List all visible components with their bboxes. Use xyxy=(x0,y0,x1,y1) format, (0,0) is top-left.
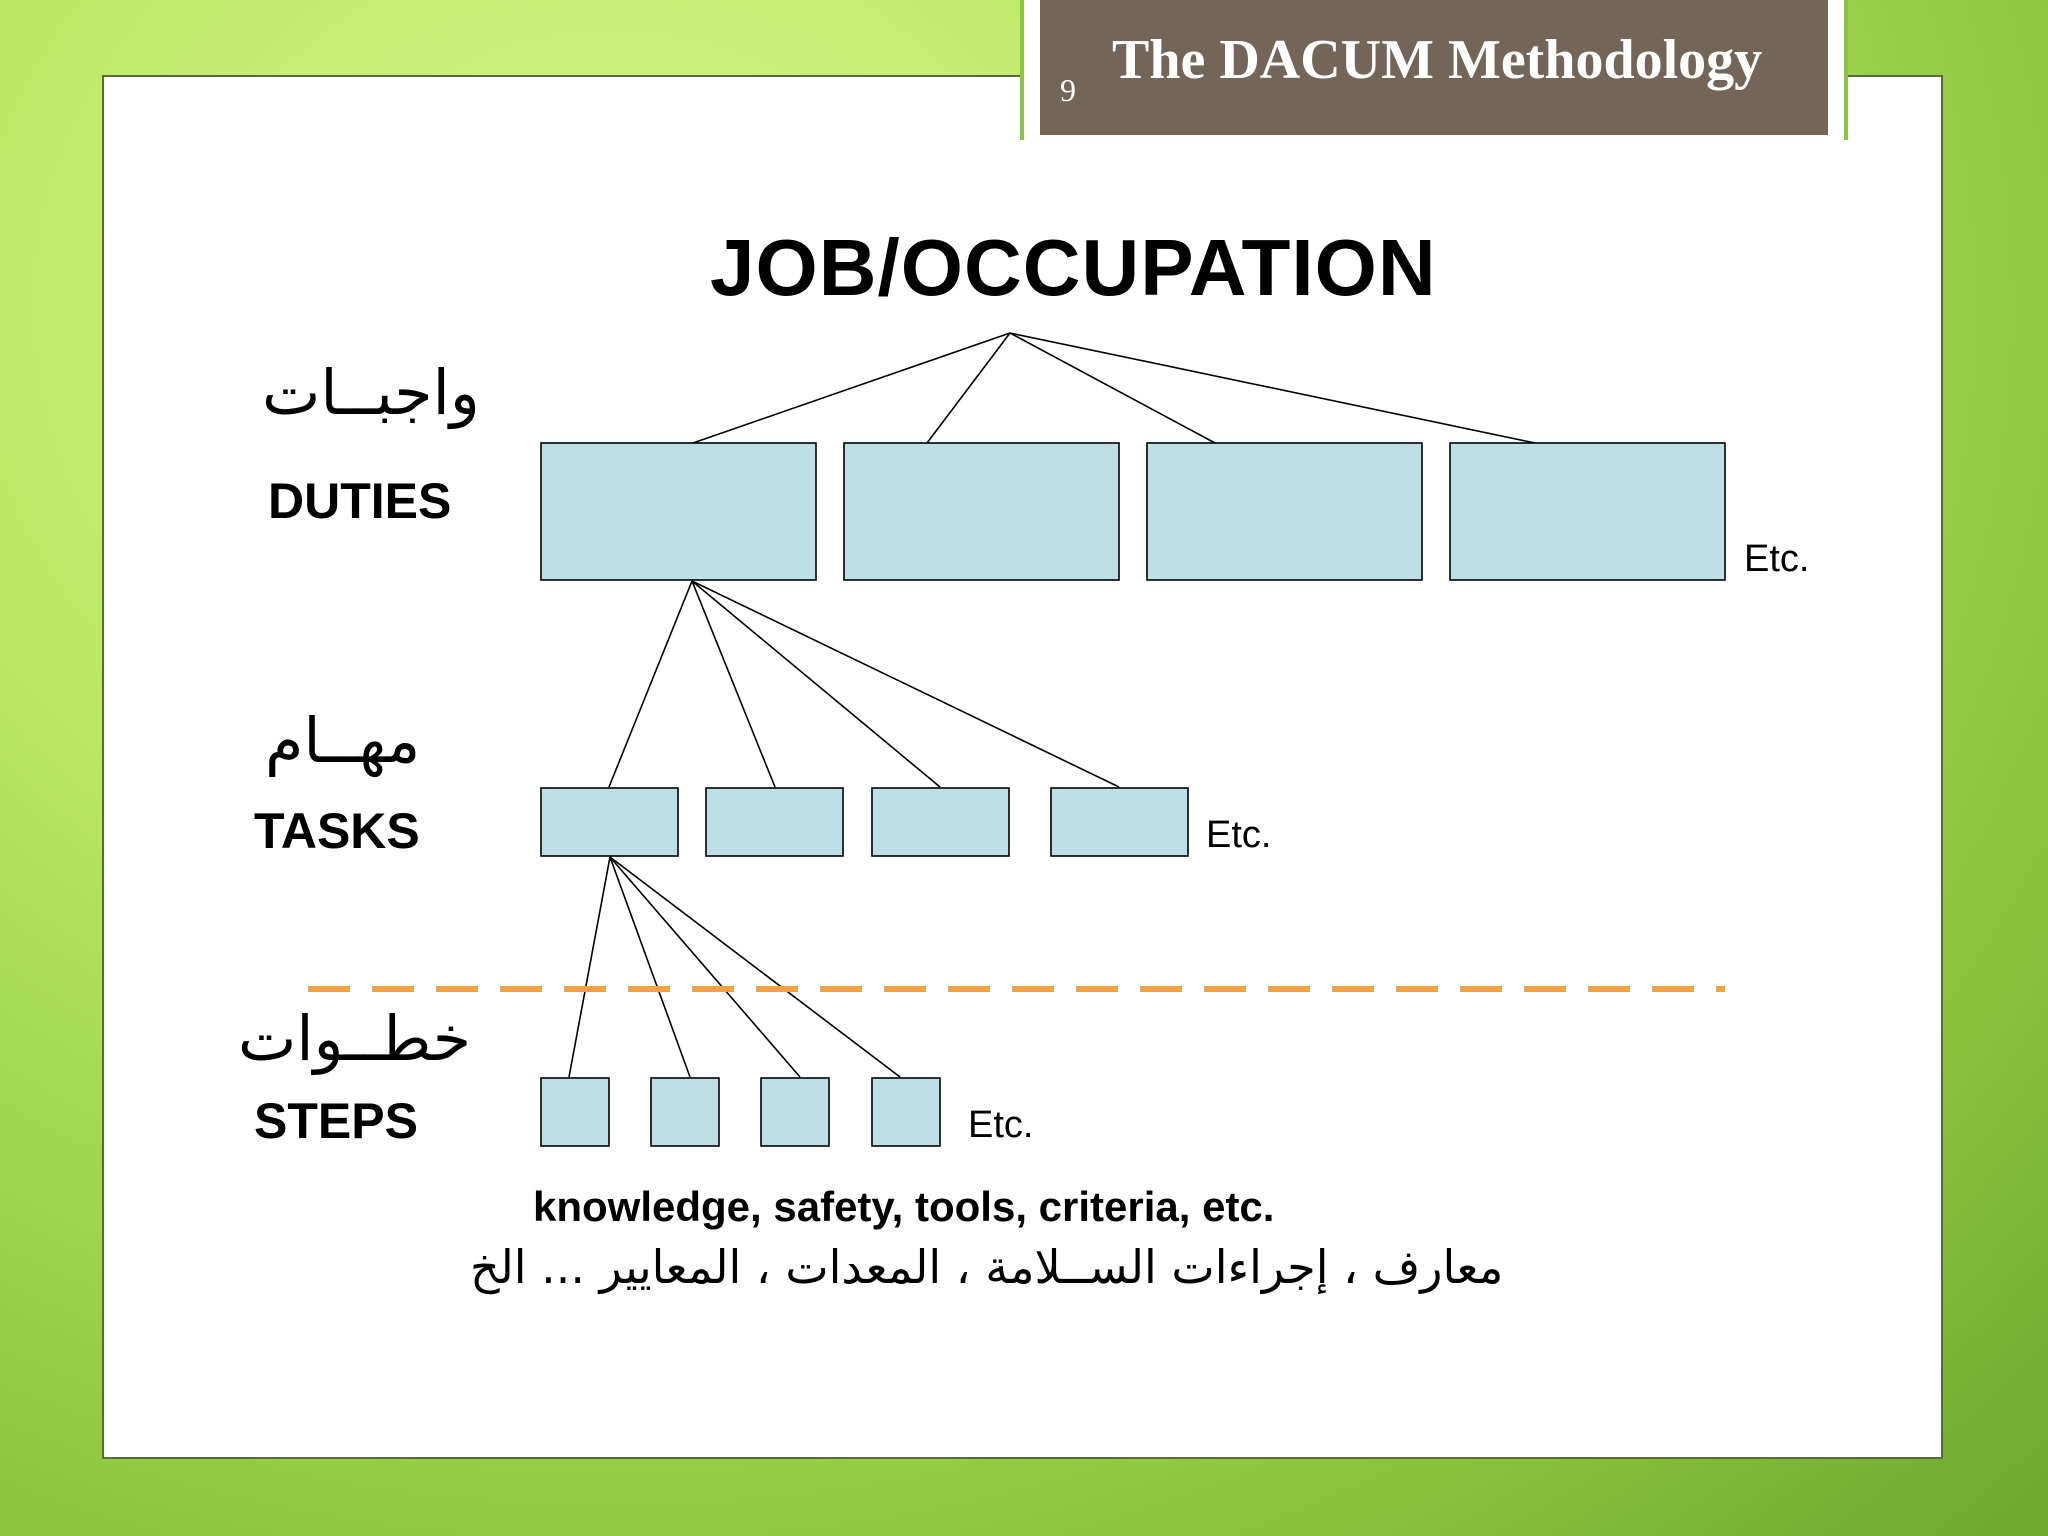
footer-english: knowledge, safety, tools, criteria, etc. xyxy=(533,1183,1275,1230)
duty-box-4 xyxy=(1450,443,1725,580)
connector-task-step-2 xyxy=(610,857,690,1077)
task-box-4 xyxy=(1051,788,1188,856)
duty-box-3 xyxy=(1147,443,1422,580)
duties-label: DUTIES xyxy=(268,473,452,529)
slide-number: 9 xyxy=(1060,72,1076,108)
connector-duty-task-1 xyxy=(609,581,692,787)
steps-etc-label: Etc. xyxy=(968,1104,1034,1146)
tasks-etc-label: Etc. xyxy=(1206,814,1272,856)
duty-boxes xyxy=(541,443,1725,580)
task-box-3 xyxy=(872,788,1009,856)
task-box-1 xyxy=(541,788,678,856)
connector-duty-task-2 xyxy=(692,581,775,787)
duties-label-arabic: واجبــات xyxy=(262,356,480,429)
step-box-3 xyxy=(761,1078,829,1146)
step-box-1 xyxy=(541,1078,609,1146)
tasks-label: TASKS xyxy=(254,803,420,859)
root-connectors xyxy=(693,333,1535,443)
connector-root-duty-2 xyxy=(927,333,1010,443)
step-boxes xyxy=(541,1078,940,1146)
connector-duty-task-3 xyxy=(692,581,940,787)
connector-duty-task-4 xyxy=(692,581,1119,787)
connector-root-duty-1 xyxy=(693,333,1010,443)
slide-title: The DACUM Methodology xyxy=(1112,29,1763,91)
connector-task-step-4 xyxy=(610,857,900,1077)
step-box-4 xyxy=(872,1078,940,1146)
footer-arabic: معارف ، إجراءات الســلامة ، المعدات ، المعايير ... الخ xyxy=(470,1240,1504,1294)
task-connectors xyxy=(569,857,900,1077)
task-box-2 xyxy=(706,788,843,856)
tasks-label-arabic: مهــام xyxy=(265,704,421,777)
steps-label: STEPS xyxy=(254,1093,418,1149)
step-box-2 xyxy=(651,1078,719,1146)
connector-task-step-1 xyxy=(569,857,610,1077)
duties-etc-label: Etc. xyxy=(1744,538,1810,580)
duty-connectors xyxy=(609,581,1119,787)
task-boxes xyxy=(541,788,1188,856)
duty-box-1 xyxy=(541,443,816,580)
connector-task-step-3 xyxy=(610,857,800,1077)
duty-box-2 xyxy=(844,443,1119,580)
root-label: JOB/OCCUPATION xyxy=(710,223,1437,312)
steps-label-arabic: خطــوات xyxy=(238,1002,472,1075)
connector-root-duty-3 xyxy=(1010,333,1215,443)
connector-root-duty-4 xyxy=(1010,333,1535,443)
